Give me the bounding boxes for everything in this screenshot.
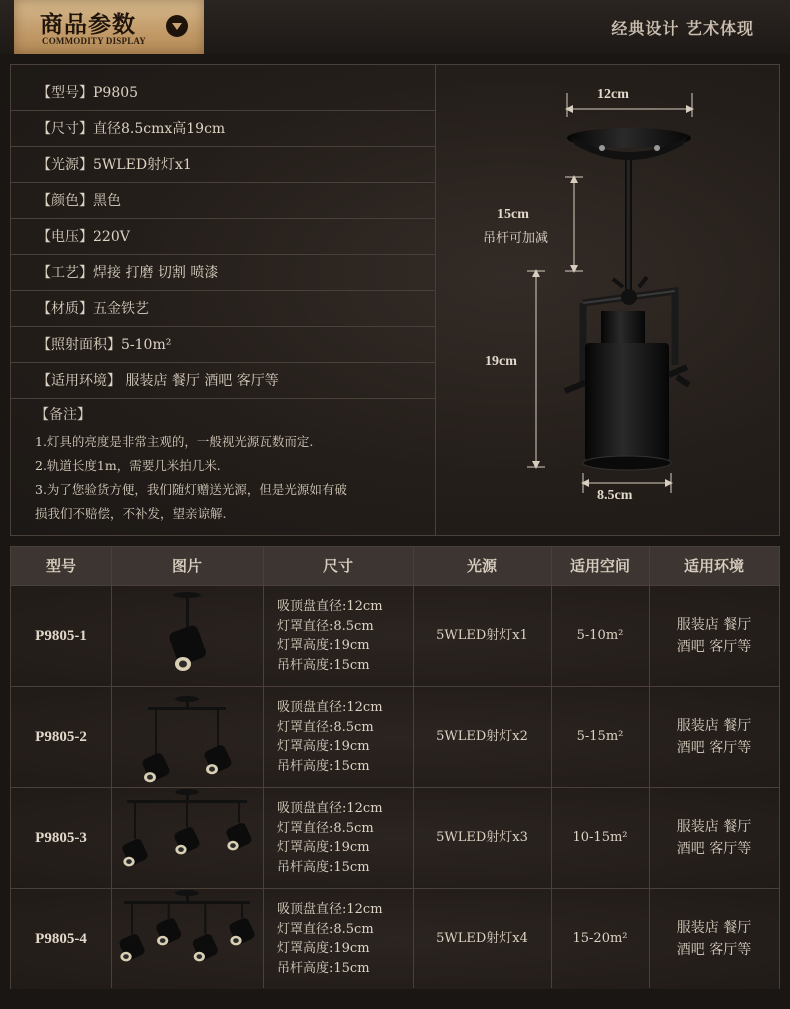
track-light-icon — [111, 687, 263, 787]
page-header — [0, 0, 790, 54]
size-line: 吸顶盘直径:12cm — [277, 801, 383, 816]
note-line: 2.轨道长度1m，需要几米拍几米. — [35, 458, 221, 473]
env-line: 酒吧 客厅等 — [676, 942, 752, 958]
table-row — [11, 585, 779, 686]
env-line: 酒吧 客厅等 — [676, 841, 752, 857]
slogan: 经典设计 艺术体现 — [611, 19, 754, 38]
env-line: 服装店 餐厅 — [676, 617, 752, 633]
spec-list — [11, 65, 436, 535]
size-line: 吊杆高度:15cm — [277, 859, 370, 875]
size-line: 吸顶盘直径:12cm — [277, 599, 383, 614]
spec-voltage: 【电压】220V — [11, 219, 436, 255]
size-line: 吊杆高度:15cm — [277, 960, 370, 976]
track-light-icon — [111, 788, 263, 888]
spec-environment: 【适用环境】 服装店 餐厅 酒吧 客厅等 — [11, 363, 436, 399]
row-model: P9805-4 — [35, 931, 87, 947]
row-size — [263, 687, 413, 787]
size-line: 灯罩高度:19cm — [277, 638, 370, 653]
size-line: 吊杆高度:15cm — [277, 758, 370, 774]
notes — [11, 398, 436, 535]
note-line: 3.为了您验货方便，我们随灯赠送光源，但是光源如有破 — [35, 482, 347, 497]
header-area: 适用空间 — [569, 557, 630, 575]
row-size — [263, 788, 413, 888]
env-line: 服装店 餐厅 — [676, 920, 752, 936]
dim-rod-note: 吊杆可加减 — [483, 231, 549, 246]
spec-light-source: 【光源】5WLED射灯x1 — [11, 147, 436, 183]
header-model: 型号 — [45, 557, 76, 575]
dim-rod-length: 15cm — [497, 207, 529, 222]
spec-process: 【工艺】焊接 打磨 切割 喷漆 — [11, 255, 436, 291]
row-area: 5-10m² — [576, 628, 624, 643]
size-line: 吸顶盘直径:12cm — [277, 700, 383, 715]
spec-panel — [10, 64, 780, 536]
env-line: 酒吧 客厅等 — [676, 639, 752, 655]
row-area: 10-15m² — [572, 830, 628, 845]
header-env: 适用环境 — [683, 557, 744, 575]
env-line: 服装店 餐厅 — [676, 718, 752, 734]
size-line: 吊杆高度:15cm — [277, 657, 370, 673]
size-line: 灯罩直径:8.5cm — [277, 921, 374, 937]
spec-material: 【材质】五金铁艺 — [11, 291, 436, 327]
dim-top-width: 12cm — [597, 87, 629, 102]
product-image — [111, 788, 263, 888]
spec-model: 【型号】P9805 — [11, 75, 436, 111]
header-image: 图片 — [171, 557, 202, 575]
lamp-dimension-drawing — [437, 65, 779, 535]
title-tab — [14, 0, 204, 54]
size-line: 灯罩直径:8.5cm — [277, 719, 374, 735]
track-light-icon — [111, 586, 263, 686]
row-model: P9805-1 — [35, 628, 87, 644]
row-light: 5WLED射灯x1 — [436, 628, 528, 643]
dim-height: 19cm — [485, 354, 517, 369]
product-image — [111, 687, 263, 787]
table-header — [11, 547, 779, 585]
env-line: 酒吧 客厅等 — [676, 740, 752, 756]
chevron-down-icon — [166, 15, 188, 37]
spec-size: 【尺寸】直径8.5cmx高19cm — [11, 111, 436, 147]
header-light: 光源 — [466, 557, 497, 575]
track-light-icon — [111, 889, 263, 989]
row-light: 5WLED射灯x3 — [436, 830, 528, 845]
product-image — [111, 889, 263, 989]
table-row — [11, 888, 779, 989]
spec-area: 【照射面积】5-10m² — [11, 327, 436, 363]
row-size — [263, 889, 413, 989]
row-light: 5WLED射灯x4 — [436, 931, 528, 946]
dim-shade-diameter: 8.5cm — [597, 488, 633, 503]
notes-heading: 【备注】 — [35, 407, 91, 423]
product-table — [10, 546, 780, 989]
row-env — [649, 788, 779, 888]
size-line: 灯罩高度:19cm — [277, 941, 370, 956]
table-row — [11, 686, 779, 787]
page-title: 商品参数 — [40, 12, 136, 38]
header-size: 尺寸 — [322, 557, 353, 575]
note-line: 损我们不赔偿，不补发，望亲谅解. — [35, 506, 227, 521]
table-row — [11, 787, 779, 888]
size-line: 灯罩直径:8.5cm — [277, 820, 374, 836]
note-line: 1.灯具的亮度是非常主观的，一般视光源瓦数而定. — [35, 434, 314, 449]
row-area: 5-15m² — [576, 729, 624, 744]
row-model: P9805-3 — [35, 830, 87, 846]
spec-color: 【颜色】黑色 — [11, 183, 436, 219]
env-line: 服装店 餐厅 — [676, 819, 752, 835]
row-model: P9805-2 — [35, 729, 87, 745]
product-image — [111, 586, 263, 686]
size-line: 灯罩高度:19cm — [277, 739, 370, 754]
page-subtitle: COMMODITY DISPLAY — [42, 36, 146, 46]
size-line: 灯罩直径:8.5cm — [277, 618, 374, 634]
row-area: 15-20m² — [572, 931, 628, 946]
row-env — [649, 586, 779, 686]
row-size — [263, 586, 413, 686]
row-light: 5WLED射灯x2 — [436, 729, 528, 744]
row-env — [649, 687, 779, 787]
size-line: 灯罩高度:19cm — [277, 840, 370, 855]
row-env — [649, 889, 779, 989]
size-line: 吸顶盘直径:12cm — [277, 902, 383, 917]
